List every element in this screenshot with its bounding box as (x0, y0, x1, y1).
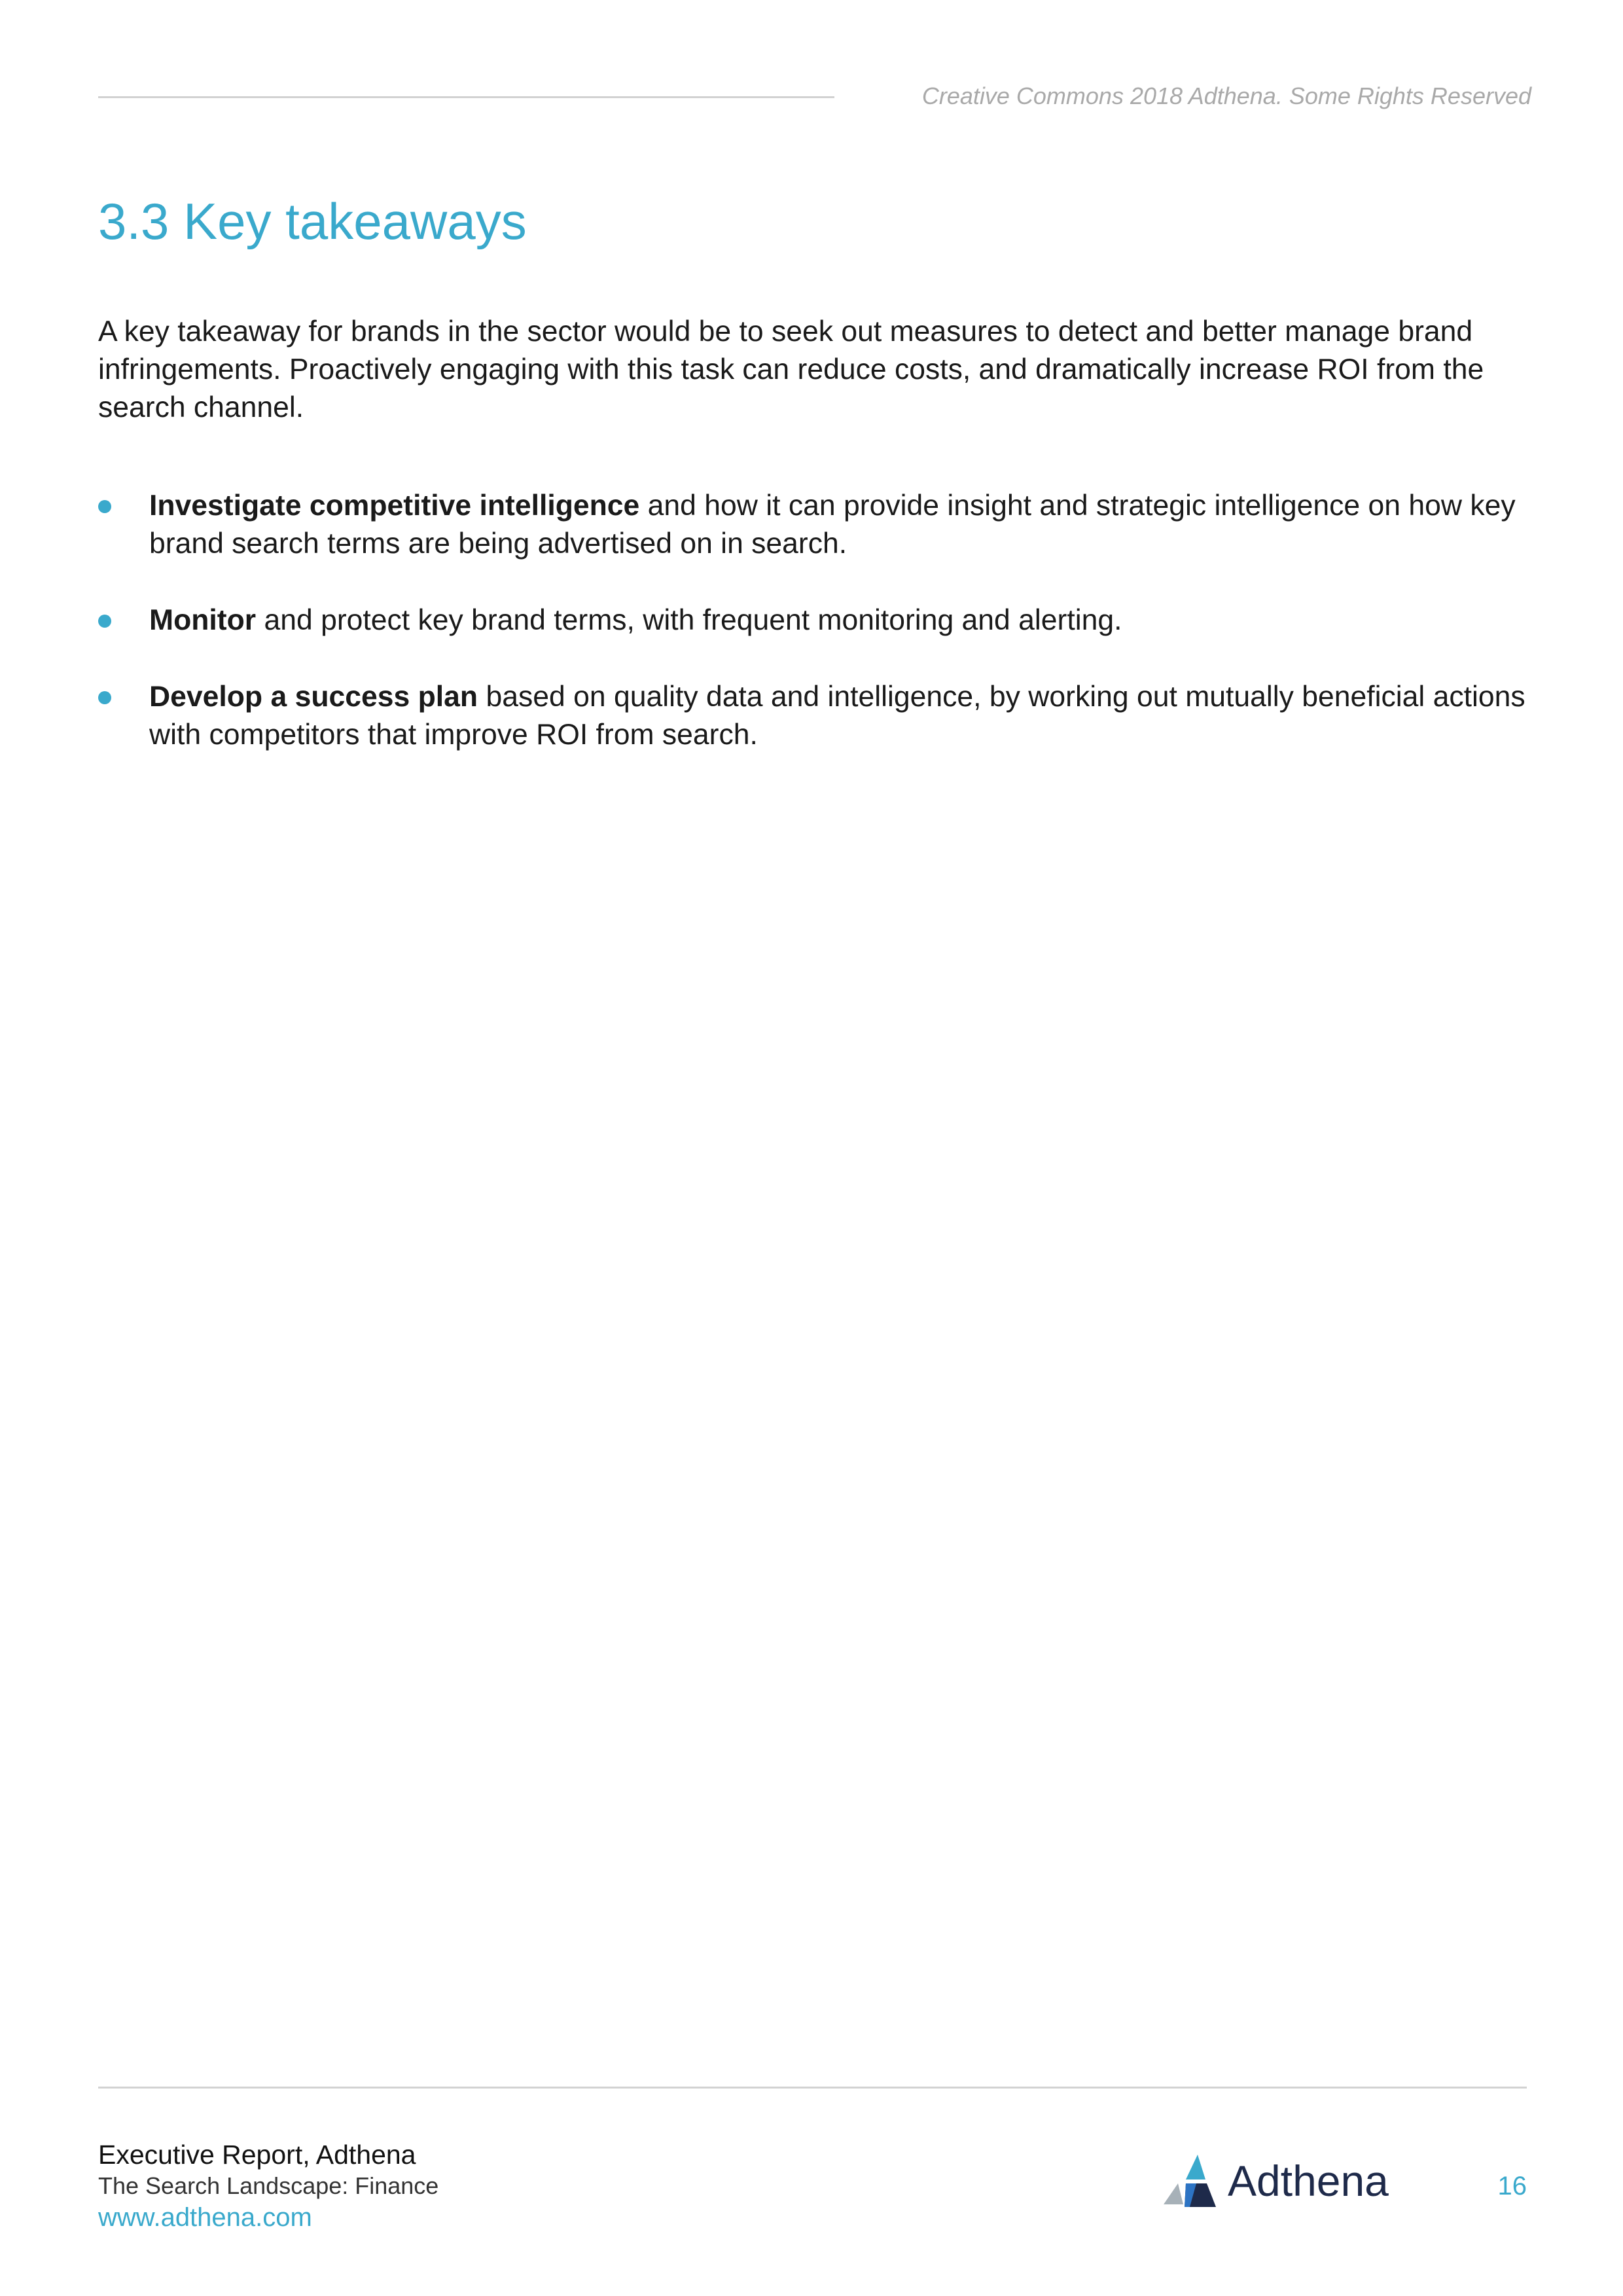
section-title: 3.3 Key takeaways (98, 192, 527, 250)
brand-lockup (1160, 2153, 1389, 2208)
intro-paragraph: A key takeaway for brands in the sector would be to seek out measures to detect and better manage brand infringements. Proactively engaging with this task can reduce costs, and dramatically increase ROI from the search channel. (98, 315, 1484, 423)
list-item (98, 678, 1538, 754)
bullet-dot-icon (98, 691, 111, 704)
page-number: 16 (1497, 2172, 1527, 2200)
footer-info (98, 2139, 438, 2233)
bullet-dot-icon (98, 615, 111, 628)
list-item-text: and how it can provide insight and strategic intelligence on how key brand search terms are being advertised on in search. (149, 490, 1516, 560)
footer-report-subtitle: The Search Landscape: Finance (98, 2172, 439, 2199)
takeaways-list (98, 487, 1538, 793)
copyright-notice: Creative Commons 2018 Adthena. Some Rights Reserved (921, 82, 1531, 109)
list-item (98, 601, 1538, 639)
adthena-logo-icon (1160, 2153, 1219, 2208)
header-divider (98, 96, 834, 98)
list-item-heading: Develop a success plan (149, 681, 478, 713)
footer-report-title: Executive Report, Adthena (98, 2140, 416, 2170)
list-item-text: based on quality data and intelligence, by working out mutually beneficial actions with competitors that improve ROI from search. (149, 681, 1525, 751)
list-item-heading: Monitor (149, 604, 257, 636)
bullet-dot-icon (98, 500, 111, 513)
brand-name: Adthena (1228, 2157, 1389, 2205)
footer-divider (98, 2087, 1527, 2089)
footer-website-link[interactable]: www.adthena.com (98, 2203, 312, 2232)
list-item (98, 487, 1538, 563)
list-item-heading: Investigate competitive intelligence (149, 490, 640, 522)
list-item-text: and protect key brand terms, with frequent monitoring and alerting. (256, 604, 1122, 636)
